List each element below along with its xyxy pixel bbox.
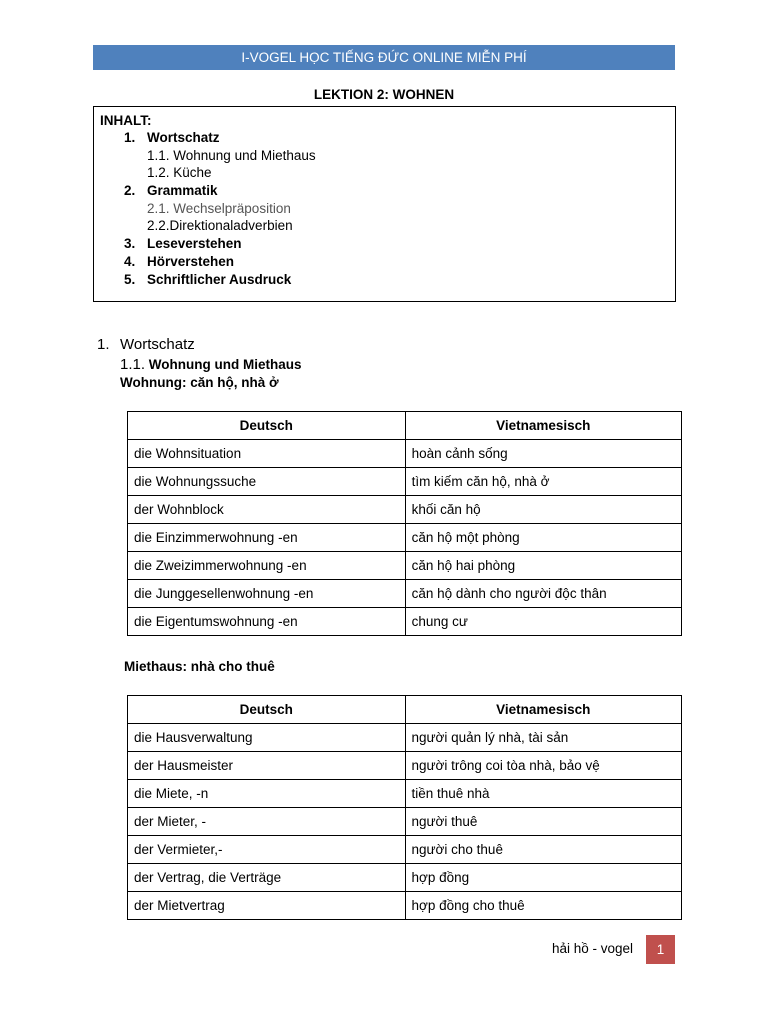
toc-item <box>94 129 675 147</box>
table-row <box>128 496 682 524</box>
german-term: die Zweizimmerwohnung -en <box>128 552 406 580</box>
toc-subitem <box>94 147 675 165</box>
vietnamese-translation: căn hộ hai phòng <box>405 552 681 580</box>
table-row <box>128 724 682 752</box>
toc-subitem-label: 2.1. Wechselpräposition <box>147 201 291 216</box>
column-header-deutsch: Deutsch <box>128 696 406 724</box>
column-header-deutsch: Deutsch <box>128 412 406 440</box>
table-header-row <box>128 412 682 440</box>
german-term: der Mieter, - <box>128 808 406 836</box>
table-row <box>128 892 682 920</box>
vietnamese-translation: người trông coi tòa nhà, bảo vệ <box>405 752 682 780</box>
wohnung-vocab-table <box>127 411 682 636</box>
german-term: der Vermieter,- <box>128 836 406 864</box>
wohnung-label: Wohnung: căn hộ, nhà ở <box>120 375 279 390</box>
toc-item-number: 1. <box>124 130 136 145</box>
toc-subitem <box>94 164 675 182</box>
toc-subitem-label: 2.2.Direktionaladverbien <box>147 218 293 233</box>
column-header-vietnamesisch: Vietnamesisch <box>405 696 682 724</box>
toc-item-number: 2. <box>124 183 136 198</box>
toc-item <box>94 271 675 289</box>
toc-subitem <box>94 217 675 235</box>
toc-item-label: Wortschatz <box>147 130 220 145</box>
vietnamese-translation: người thuê <box>405 808 682 836</box>
table-row <box>128 780 682 808</box>
column-header-vietnamesisch: Vietnamesisch <box>405 412 681 440</box>
german-term: die Eigentumswohnung -en <box>128 608 406 636</box>
table-row <box>128 864 682 892</box>
german-term: die Wohnungssuche <box>128 468 406 496</box>
german-term: die Einzimmerwohnung -en <box>128 524 406 552</box>
toc-subitem <box>94 200 675 218</box>
lesson-title: LEKTION 2: WOHNEN <box>313 87 455 102</box>
german-term: die Wohnsituation <box>128 440 406 468</box>
vietnamese-translation: tiền thuê nhà <box>405 780 682 808</box>
section-title: Wortschatz <box>120 336 195 353</box>
table-row <box>128 808 682 836</box>
vietnamese-translation: hợp đồng <box>405 864 682 892</box>
miethaus-label: Miethaus: nhà cho thuê <box>124 659 275 674</box>
subsection-number: 1.1. <box>120 356 146 373</box>
table-row <box>128 552 682 580</box>
vietnamese-translation: căn hộ dành cho người độc thân <box>405 580 681 608</box>
table-row <box>128 752 682 780</box>
vietnamese-translation: người quản lý nhà, tài sản <box>405 724 682 752</box>
vietnamese-translation: hợp đồng cho thuê <box>405 892 682 920</box>
german-term: die Hausverwaltung <box>128 724 406 752</box>
banner-text: I-VOGEL HỌC TIẾNG ĐỨC ONLINE MIỄN PHÍ <box>241 50 527 65</box>
section-heading <box>97 336 195 353</box>
toc-item-label: Grammatik <box>147 183 218 198</box>
german-term: die Junggesellenwohnung -en <box>128 580 406 608</box>
table-row <box>128 608 682 636</box>
section-number: 1. <box>97 336 110 353</box>
vietnamese-translation: tìm kiếm căn hộ, nhà ở <box>405 468 681 496</box>
german-term: der Mietvertrag <box>128 892 406 920</box>
toc-item-label: Schriftlicher Ausdruck <box>147 272 292 287</box>
header-banner <box>93 45 675 70</box>
miethaus-vocab-table <box>127 695 682 920</box>
table-header-row <box>128 696 682 724</box>
vietnamese-translation: hoàn cảnh sống <box>405 440 681 468</box>
table-row <box>128 580 682 608</box>
toc-item-number: 5. <box>124 272 136 287</box>
table-row <box>128 468 682 496</box>
table-row <box>128 440 682 468</box>
toc-item-number: 3. <box>124 236 136 251</box>
vietnamese-translation: người cho thuê <box>405 836 682 864</box>
vietnamese-translation: khối căn hộ <box>405 496 681 524</box>
toc-subitem-label: 1.2. Küche <box>147 165 212 180</box>
table-row <box>128 836 682 864</box>
toc-subitem-label: 1.1. Wohnung und Miethaus <box>147 148 316 163</box>
toc-item-number: 4. <box>124 254 136 269</box>
toc-item <box>94 253 675 271</box>
toc-item-label: Hörverstehen <box>147 254 235 269</box>
toc-item-label: Leseverstehen <box>147 236 242 251</box>
page-number-badge <box>646 935 675 964</box>
german-term: der Vertrag, die Verträge <box>128 864 406 892</box>
vietnamese-translation: chung cư <box>405 608 681 636</box>
table-row <box>128 524 682 552</box>
footer-author: hải hồ - vogel <box>552 941 634 956</box>
toc-heading: INHALT: <box>100 113 152 128</box>
page-number: 1 <box>656 942 665 957</box>
toc-item <box>94 182 675 200</box>
subsection-title: Wohnung und Miethaus <box>148 357 302 372</box>
german-term: die Miete, -n <box>128 780 406 808</box>
german-term: der Wohnblock <box>128 496 406 524</box>
vietnamese-translation: căn hộ một phòng <box>405 524 681 552</box>
table-of-contents <box>93 106 676 302</box>
german-term: der Hausmeister <box>128 752 406 780</box>
toc-item <box>94 235 675 253</box>
subsection-heading <box>120 356 302 373</box>
